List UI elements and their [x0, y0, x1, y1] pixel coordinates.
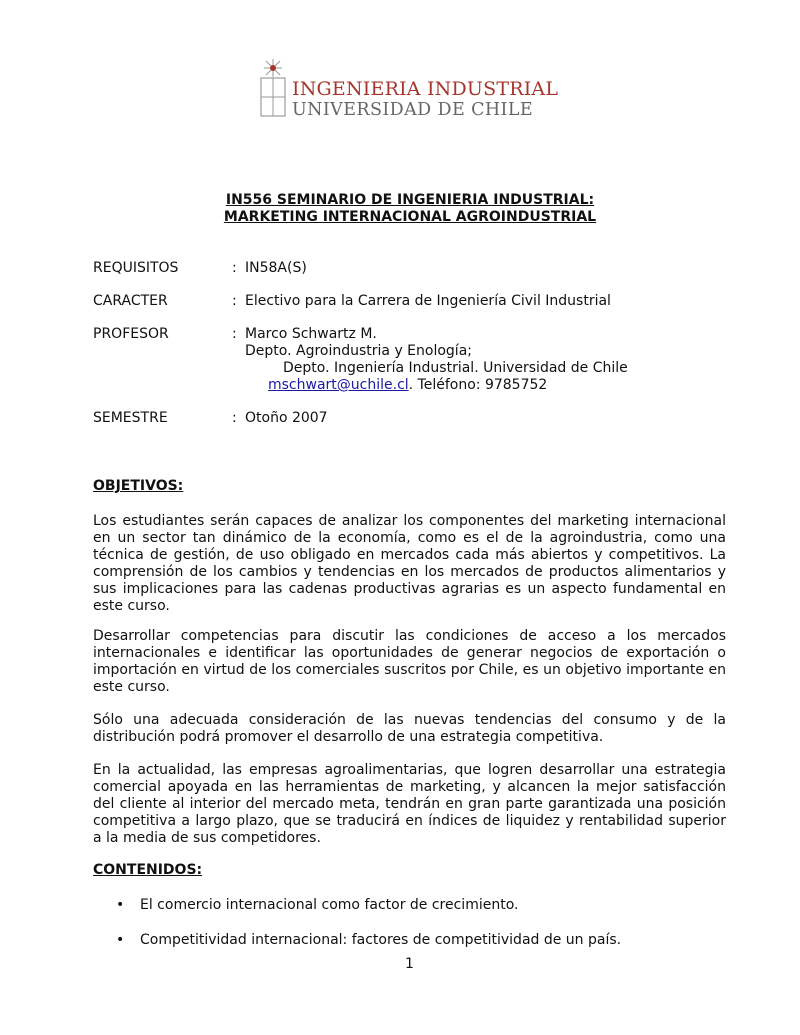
university-logo: [258, 58, 559, 122]
colon: :: [232, 326, 237, 342]
course-title-line2: MARKETING INTERNACIONAL AGROINDUSTRIAL: [223, 209, 597, 225]
profesor-label: PROFESOR: [93, 326, 169, 342]
objetivos-paragraph: Sólo una adecuada consideración de las nuevas tendencias del consumo y de la distribución podrá promover el desarrollo de una estrategia competitiva.: [93, 712, 726, 745]
bullet-icon: •: [116, 897, 125, 913]
caracter-value: Electivo para la Carrera de Ingeniería Civil Industrial: [245, 293, 611, 309]
profesor-value: Marco Schwartz M.: [245, 326, 377, 342]
depto-agroindustria: Depto. Agroindustria y Enología;: [245, 343, 472, 359]
contact-line: [268, 377, 547, 394]
course-title-line1: IN556 SEMINARIO DE INGENIERIA INDUSTRIAL:: [225, 192, 595, 208]
page-number: 1: [405, 956, 414, 972]
contenidos-item: Competitividad internacional: factores de competitividad de un país.: [140, 932, 622, 948]
logo-line2: UNIVERSIDAD DE CHILE: [292, 100, 534, 120]
logo-line1: INGENIERIA INDUSTRIAL: [292, 78, 559, 100]
semestre-label: SEMESTRE: [93, 410, 168, 426]
objetivos-paragraph: Los estudiantes serán capaces de analizar los componentes del marketing internacional en un sector tan dinámico de la economía, como es el de la agroindustria, como una técnica de gestión, de uso obligado en mercados cada más abiertos y competitivos. La comprensión de los cambios y tendencias en los mercados de productos alimentarios y sus implicaciones para las cadenas productivas agrarias es un aspecto fundamental en este curso.: [93, 513, 726, 614]
contenidos-heading: CONTENIDOS:: [93, 862, 203, 878]
bullet-icon: •: [116, 932, 125, 948]
objetivos-heading: OBJETIVOS:: [93, 478, 184, 494]
colon: :: [232, 293, 237, 309]
colon: :: [232, 410, 237, 426]
requisitos-value: IN58A(S): [245, 260, 307, 276]
telefono: . Teléfono: 9785752: [408, 377, 548, 393]
contenidos-item: El comercio internacional como factor de crecimiento.: [140, 897, 519, 913]
objetivos-paragraph: En la actualidad, las empresas agroalimentarias, que logren desarrollar una estrategia comercial apoyada en las herramientas de marketing, y alcancen la mejor satisfacción del cliente al interior del mercado meta, tendrán en gran parte garantizada una posición competitiva a largo plazo, que se traducirá en índices de liquidez y rentabilidad superior a la media de sus competidores.: [93, 762, 726, 846]
requisitos-label: REQUISITOS: [93, 260, 179, 276]
caracter-label: CARACTER: [93, 293, 168, 309]
colon: :: [232, 260, 237, 276]
depto-industrial: Depto. Ingeniería Industrial. Universidad de Chile: [283, 360, 628, 376]
crest-icon: [258, 58, 288, 120]
email-link[interactable]: mschwart@uchile.cl: [268, 377, 409, 393]
objetivos-paragraph: Desarrollar competencias para discutir las condiciones de acceso a los mercados internacionales e identificar las oportunidades de generar negocios de exportación o importación en virtud de los comerciales suscritos por Chile, es un objetivo importante en este curso.: [93, 628, 726, 695]
semestre-value: Otoño 2007: [245, 410, 328, 426]
